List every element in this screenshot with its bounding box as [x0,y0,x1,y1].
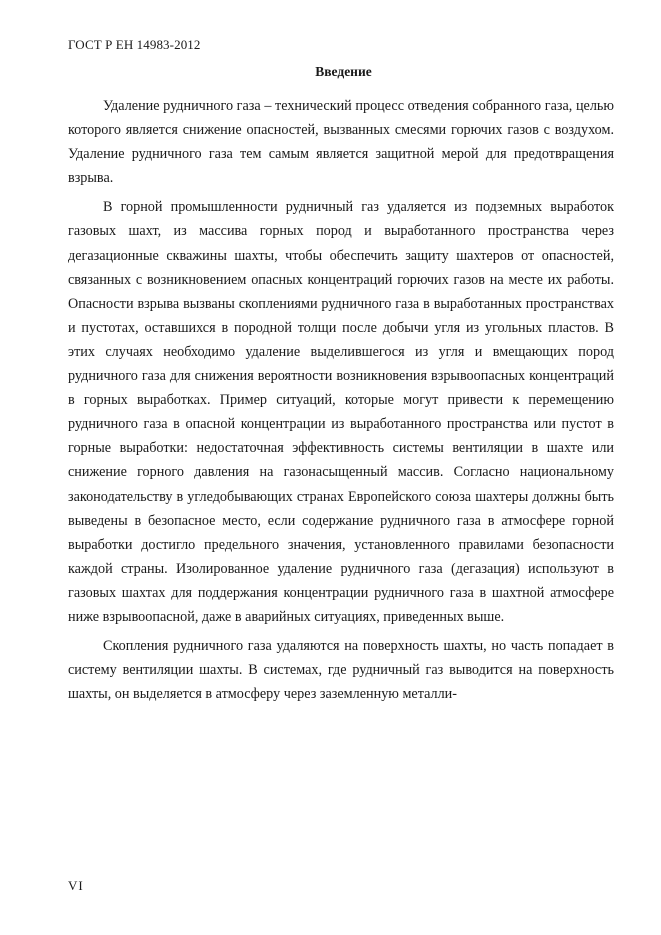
body-text [68,94,614,706]
page-number: VI [68,878,84,893]
section-title: Введение [315,64,372,79]
document-code: ГОСТ Р ЕН 14983-2012 [68,37,201,52]
paragraph: Скопления рудничного газа удаляются на поверхность шахты, но часть попадает в систему вентиляции шахты. В системах, где рудничный газ выводится на поверхность шахты, он выделяется в атмосферу через заземленную металли- [68,638,614,703]
paragraph: В горной промышленности рудничный газ удаляется из подземных выработок газовых шахт, из массива горных пород и выработанного пространства через дегазационные скважины шахты, чтобы обеспечить защиту шахтеров от опасностей, связанных с возникновением опасных концентраций горючих газов на месте их работы. Опасности взрыва вызваны скоплениями рудничного газа в выработанных пространствах и пустотах, оставшихся в породной толщи после добычи угля из угольных пластов. В этих случаях необходимо удаление выделившегося из угля и вмещающих пород рудничного газа для снижения вероятности возникновения взрывоопасных концентраций в горных выработках. Пример ситуаций, которые могут привести к перемещению рудничного газа в опасной концентрации из выработанного пространства или пустот в горные выработки: недостаточная эффективность системы вентиляции в шахте или снижение горного давления на газонасыщенный массив. Согласно национальному законодательству в угледобывающих странах Европейского союза шахтеры должны быть выведены в безопасное место, если содержание рудничного газа в атмосфере горной выработки достигло предельного значения, установленного правилами безопасности каждой страны. Изолированное удаление рудничного газа (дегазация) используют в газовых шахтах для поддержания концентрации рудничного газа в шахтной атмосфере ниже взрывоопасной, даже в аварийных ситуациях, приведенных выше. [68,199,614,625]
paragraph: Удаление рудничного газа – технический процесс отведения собранного газа, целью которого является снижение опасностей, вызванных смесями горючих газов с воздухом. Удаление рудничного газа тем самым является защитной мерой для предотвращения взрыва. [68,98,614,187]
